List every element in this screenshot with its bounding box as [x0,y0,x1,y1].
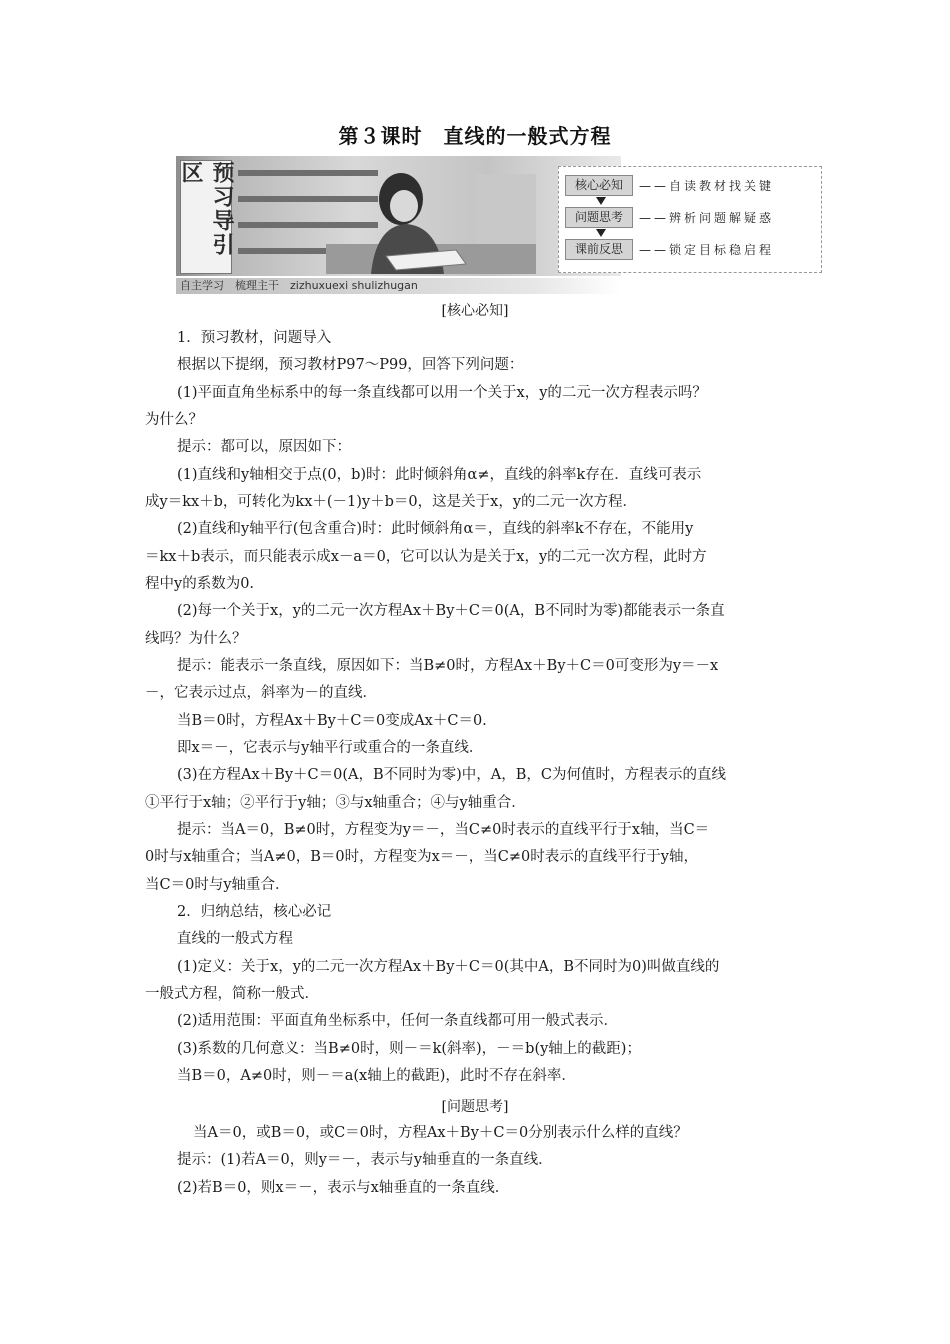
flow-step-question: 问题思考 [565,207,633,228]
text-line: 程中y的系数为0. [145,576,255,592]
text-line: 0时与x轴重合；当A≠0，B＝0时，方程变为x＝－，当C≠0时表示的直线平行于y轴， [145,849,698,865]
text-line: (1)定义：关于x，y的二元一次方程Ax＋By＋C＝0(其中A，B不同时为0)叫做直线的 [177,959,720,975]
text-line: (2)适用范围：平面直角坐标系中，任何一条直线都可用一般式表示． [177,1013,619,1029]
text-line: 一般式方程，简称一般式． [145,986,319,1002]
text-line: 成y＝kx＋b，可转化为kx＋(－1)y＋b＝0，这是关于x，y的二元一次方程． [145,494,638,510]
section-question-heading: [问题思考] [441,1099,509,1115]
banner-photo-strip [176,156,621,276]
text-line: 提示：能表示一条直线，原因如下：当B≠0时，方程Ax＋By＋C＝0可变形为y＝－x [177,658,719,674]
flow-step-core: 核心必知 [565,175,633,196]
preview-banner [176,156,823,294]
text-line: 当B＝0时，方程Ax＋By＋C＝0变成Ax＋C＝0. [177,713,487,729]
text-line: 提示：当A＝0，B≠0时，方程变为y＝－，当C≠0时表示的直线平行于x轴，当C＝ [177,822,710,838]
flow-desc-core: ——自读教材找关键 [639,179,775,193]
text-line: 当A＝0，或B＝0，或C＝0时，方程Ax＋By＋C＝0分别表示什么样的直线？ [193,1125,688,1141]
down-arrow-icon [596,229,606,237]
text-line: 2．归纳总结，核心必记 [177,904,332,920]
text-line: 提示：都可以，原因如下： [177,439,351,455]
student-reading-illustration [326,164,536,274]
banner-tag-text: 预习导引区 [178,161,234,257]
text-line: 直线的一般式方程 [177,931,293,947]
flow-step-reflect: 课前反思 [565,239,633,260]
text-line: ①平行于x轴；②平行于y轴；③与x轴重合；④与y轴重合． [145,795,526,811]
flow-desc-question: ——辨析问题解疑惑 [639,211,775,225]
page-title: 第３课时 直线的一般式方程 [338,124,612,148]
banner-tag [180,160,232,274]
section-core-heading: [核心必知] [441,303,509,319]
text-line: (1)平面直角坐标系中的每一条直线都可以用一个关于x，y的二元一次方程表示吗？ [177,385,707,401]
text-line: (2)若B＝0，则x＝－，表示与x轴垂直的一条直线． [177,1180,510,1196]
text-line: 线吗？为什么？ [145,631,247,647]
text-line: (3)在方程Ax＋By＋C＝0(A，B不同时为零)中，A，B，C为何值时，方程表示的直线 [177,767,727,783]
text-line: (3)系数的几何意义：当B≠0时，则－＝k(斜率)，－＝b(y轴上的截距)； [177,1041,641,1057]
text-line: (1)直线和y轴相交于点(0，b)时：此时倾斜角α≠，直线的斜率k存在．直线可表示 [177,467,702,483]
text-line: 根据以下提纲，预习教材P97～P99，回答下列问题： [177,357,524,373]
text-line: 为什么？ [145,412,203,428]
text-line: 即x＝－，它表示与y轴平行或重合的一条直线． [177,740,484,756]
text-line: 当C＝0时与y轴重合． [145,877,290,893]
banner-caption: 自主学习 梳理主干 zizhuxuexi shulizhugan [176,278,621,294]
text-line: (2)每一个关于x，y的二元一次方程Ax＋By＋C＝0(A，B不同时为零)都能表示一条直 [177,603,725,619]
text-line: (2)直线和y轴平行(包含重合)时：此时倾斜角α＝，直线的斜率k不存在，不能用y [177,521,694,537]
flow-desc-reflect: ——锁定目标稳启程 [639,243,775,257]
study-flow [558,166,822,273]
text-line: 提示：(1)若A＝0，则y＝－，表示与y轴垂直的一条直线． [177,1152,553,1168]
text-line: ＝kx＋b表示，而只能表示成x－a＝0，它可以认为是关于x，y的二元一次方程，此时方 [145,549,707,565]
text-line: 当B＝0，A≠0时，则－＝a(x轴上的截距)，此时不存在斜率． [177,1068,576,1084]
text-line: 1．预习教材，问题导入 [177,330,332,346]
down-arrow-icon [596,197,606,205]
text-line: －，它表示过点，斜率为－的直线． [145,685,377,701]
